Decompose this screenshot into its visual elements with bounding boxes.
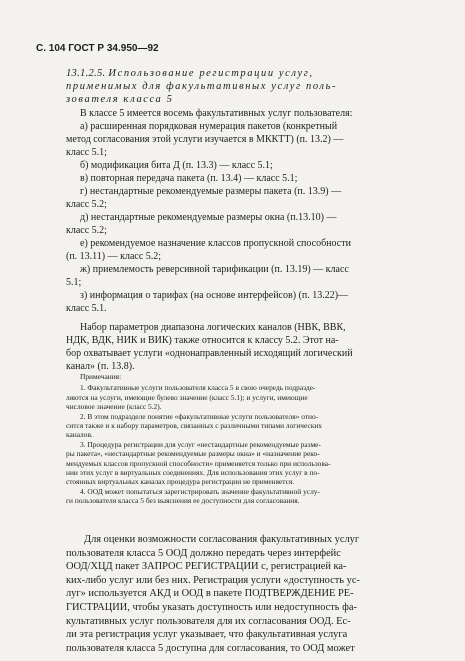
note-line: сится также и к набору параметров, связанных с различными типами логических xyxy=(66,421,322,431)
body-line: (п. 13.11) — класс 5.2; xyxy=(66,251,162,262)
body-line: е) рекомендуемое назначение классов пропускной способности xyxy=(80,238,351,249)
note-line: ги пользователя класса 5 без выяснения ее доступности для согласования. xyxy=(66,496,300,506)
final-paragraph xyxy=(66,533,432,655)
body-line: бор охватывает услуги «однонаправленный исходящий логический xyxy=(66,348,353,359)
body-line: а) расширенная порядковая нумерация пакетов (конкретный xyxy=(80,121,338,132)
body-line: канал» (п. 13.8). xyxy=(66,361,135,372)
note-line: 2. В этом подразделе понятие «факультативные услуги пользователя» отно- xyxy=(80,411,319,421)
final-line: луг» используется АКД и ООД в пакете ПОДТВЕРЖДЕНИЕ РЕ- xyxy=(66,588,354,600)
note-line: 3. Процедура регистрации для услуг «нестандартные рекомендуемые разме- xyxy=(80,439,321,449)
final-line: ООД/ХЦД пакет ЗАПРОС РЕГИСТРАЦИИ с, регистрацией ка- xyxy=(66,561,347,573)
body-line: НДК, ВДК, НИК и ВИК) также относится к классу 5.2. Этот на- xyxy=(66,335,339,346)
section-title-line: применимых для факультативных услуг поль- xyxy=(66,81,338,92)
section-title-line: зователя класса 5 xyxy=(66,94,174,105)
note-line: ляются на услуги, имеющие булево значение (класс 5.1); и услуги, имеющие xyxy=(66,392,308,402)
body-line: Набор параметров диапазона логических каналов (НВК, ВВК, xyxy=(80,322,346,333)
body-line: класс 5.1; xyxy=(66,147,107,158)
final-line: ких-либо услуг или без них. Регистрация услуги «доступность ус- xyxy=(66,574,360,586)
note-line: числовое значение (класс 5.2). xyxy=(66,402,162,412)
note-line: 1. Факультативные услуги пользователя класса 5 в свою очередь подразде- xyxy=(80,383,316,393)
final-line: ГИСТРАЦИИ, чтобы указать доступность или недоступность фа- xyxy=(66,601,357,613)
body-line: 5.1; xyxy=(66,277,82,288)
body-line: класс 5.1. xyxy=(66,303,107,314)
body-line: класс 5.2; xyxy=(66,225,107,236)
body-line: метод согласования этой услуги изучается в МККТТ) (п. 13.2) — xyxy=(66,134,344,145)
note-line: ры пакета», «нестандартные рекомендуемые размеры окна» и «назначение реко- xyxy=(66,449,320,459)
final-line: культативных услуг пользователя для их согласования ООД. Ес- xyxy=(66,615,351,627)
body-line: д) нестандартные рекомендуемые размеры окна (п.13.10) — xyxy=(80,212,337,223)
section-number: 13.1.2.5. xyxy=(66,68,106,79)
body-line: ж) приемлемость реверсивной тарификации (п. 13.19) — класс xyxy=(80,264,349,275)
section-title-line: Использование регистрации услуг, xyxy=(108,68,314,79)
note-line: стоянных виртуальных каналах процедура регистрации не применяется. xyxy=(66,477,295,487)
final-line: Для оценки возможности согласования факультативных услуг xyxy=(84,534,360,545)
body-line: з) информация о тарифах (на основе интерфейсов) (п. 13.22)— xyxy=(80,290,349,301)
note-line: каналов. xyxy=(66,430,93,440)
notes-block xyxy=(66,372,428,506)
body-line: В классе 5 имеется восемь факультативных услуг пользователя: xyxy=(80,108,353,119)
note-line: нии этих услуг в виртуальных соединениях. Для использования этих услуг в по- xyxy=(66,468,320,478)
page-header: С. 104 ГОСТ Р 34.950—92 xyxy=(36,43,159,54)
note-line: мендуемых классов пропускной способности» применяется только при использова- xyxy=(66,458,331,468)
body-line: класс 5.2; xyxy=(66,199,107,210)
body-line: в) повторная передача пакета (п. 13.4) — класс 5.1; xyxy=(80,173,298,184)
body-line: б) модификация бита Д (п. 13.3) — класс 5.1; xyxy=(80,160,273,171)
body-line: г) нестандартные рекомендуемые размеры пакета (п. 13.9) — xyxy=(80,186,342,197)
final-line: пользователя класса 5 ООД должно передать через интерфейс xyxy=(66,547,341,559)
final-line: ли эта регистрация услуг указывает, что факультативная услуга xyxy=(66,629,348,641)
notes-heading: Примечания: xyxy=(80,372,122,381)
final-line: пользователя класса 5 доступна для согласования, то ООД может xyxy=(66,642,355,654)
section-title xyxy=(66,67,431,106)
enumerated-services xyxy=(66,107,428,373)
note-line: 4. ООД может попытаться зарегистрировать значение факультативной услу- xyxy=(80,486,320,496)
